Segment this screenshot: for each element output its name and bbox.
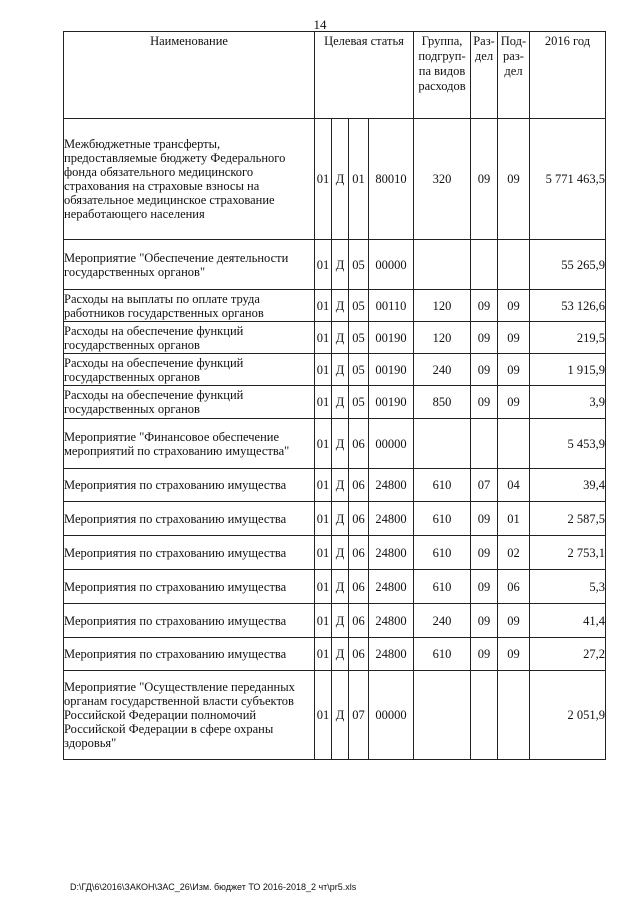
- target-code-4: 00000: [369, 419, 414, 469]
- amount-2016: 1 915,9: [530, 354, 606, 386]
- expense-group: 850: [414, 386, 471, 419]
- row-name: Расходы на обеспечение функций государственных органов: [64, 354, 315, 386]
- table-row: [64, 469, 606, 502]
- subsection-code: 06: [498, 570, 530, 604]
- table-row: [64, 536, 606, 570]
- section-code: 07: [471, 469, 498, 502]
- header-group: Группа, подгруп-па видов расходов: [414, 32, 471, 119]
- row-name: Мероприятия по страхованию имущества: [64, 638, 315, 671]
- target-code-2: Д: [332, 502, 349, 536]
- target-code-2: Д: [332, 536, 349, 570]
- row-name: Мероприятия по страхованию имущества: [64, 570, 315, 604]
- expense-group: 610: [414, 570, 471, 604]
- table-row: [64, 240, 606, 290]
- target-code-4: 24800: [369, 638, 414, 671]
- target-code-1: 01: [315, 502, 332, 536]
- table-row: [64, 419, 606, 469]
- amount-2016: 2 753,1: [530, 536, 606, 570]
- amount-2016: 27,2: [530, 638, 606, 671]
- subsection-code: 09: [498, 386, 530, 419]
- section-code: 09: [471, 354, 498, 386]
- amount-2016: 2 051,9: [530, 671, 606, 760]
- target-code-1: 01: [315, 570, 332, 604]
- table-row: [64, 570, 606, 604]
- section-code: 09: [471, 604, 498, 638]
- target-code-4: 00190: [369, 354, 414, 386]
- header-subsection: Под-раз-дел: [498, 32, 530, 119]
- target-code-3: 01: [349, 119, 369, 240]
- target-code-3: 06: [349, 638, 369, 671]
- header-section: Раз-дел: [471, 32, 498, 119]
- amount-2016: 5 771 463,5: [530, 119, 606, 240]
- section-code: 09: [471, 502, 498, 536]
- header-name: Наименование: [64, 32, 315, 119]
- target-code-3: 06: [349, 570, 369, 604]
- target-code-2: Д: [332, 570, 349, 604]
- target-code-3: 06: [349, 502, 369, 536]
- target-code-1: 01: [315, 604, 332, 638]
- target-code-1: 01: [315, 419, 332, 469]
- table-row: [64, 502, 606, 536]
- budget-table: [63, 31, 606, 760]
- target-code-1: 01: [315, 638, 332, 671]
- table-row: [64, 354, 606, 386]
- target-code-2: Д: [332, 671, 349, 760]
- target-code-3: 05: [349, 290, 369, 322]
- expense-group: 610: [414, 469, 471, 502]
- row-name: Мероприятия по страхованию имущества: [64, 469, 315, 502]
- target-code-2: Д: [332, 386, 349, 419]
- table-row: [64, 638, 606, 671]
- target-code-1: 01: [315, 536, 332, 570]
- target-code-4: 24800: [369, 536, 414, 570]
- target-code-4: 00190: [369, 322, 414, 354]
- subsection-code: 09: [498, 604, 530, 638]
- row-name: Расходы на обеспечение функций государственных органов: [64, 322, 315, 354]
- target-code-3: 07: [349, 671, 369, 760]
- target-code-3: 06: [349, 469, 369, 502]
- row-name: Мероприятия по страхованию имущества: [64, 604, 315, 638]
- target-code-4: 80010: [369, 119, 414, 240]
- amount-2016: 39,4: [530, 469, 606, 502]
- header-row: [64, 32, 606, 119]
- expense-group: 610: [414, 502, 471, 536]
- row-name: Мероприятия по страхованию имущества: [64, 536, 315, 570]
- expense-group: [414, 671, 471, 760]
- target-code-4: 24800: [369, 570, 414, 604]
- target-code-1: 01: [315, 290, 332, 322]
- expense-group: [414, 419, 471, 469]
- header-year: 2016 год: [530, 32, 606, 119]
- table-row: [64, 119, 606, 240]
- subsection-code: 09: [498, 638, 530, 671]
- row-name: Расходы на выплаты по оплате труда работников государственных органов: [64, 290, 315, 322]
- subsection-code: [498, 671, 530, 760]
- subsection-code: 02: [498, 536, 530, 570]
- row-name: Мероприятие "Осуществление переданных органам государственной власти субъектов Российской Федерации полномочий Российской Федерации в сфере охраны здоровья": [64, 671, 315, 760]
- amount-2016: 5,3: [530, 570, 606, 604]
- target-code-4: 00000: [369, 671, 414, 760]
- target-code-2: Д: [332, 119, 349, 240]
- amount-2016: 53 126,6: [530, 290, 606, 322]
- expense-group: 120: [414, 290, 471, 322]
- amount-2016: 5 453,9: [530, 419, 606, 469]
- row-name: Мероприятие "Финансовое обеспечение мероприятий по страхованию имущества": [64, 419, 315, 469]
- section-code: 09: [471, 638, 498, 671]
- target-code-2: Д: [332, 354, 349, 386]
- section-code: 09: [471, 119, 498, 240]
- header-target: Целевая статья: [315, 32, 414, 119]
- expense-group: 320: [414, 119, 471, 240]
- target-code-4: 00190: [369, 386, 414, 419]
- target-code-3: 05: [349, 354, 369, 386]
- target-code-1: 01: [315, 322, 332, 354]
- subsection-code: [498, 240, 530, 290]
- expense-group: 120: [414, 322, 471, 354]
- amount-2016: 3,9: [530, 386, 606, 419]
- section-code: 09: [471, 570, 498, 604]
- target-code-2: Д: [332, 290, 349, 322]
- target-code-2: Д: [332, 322, 349, 354]
- target-code-4: 00110: [369, 290, 414, 322]
- target-code-1: 01: [315, 240, 332, 290]
- expense-group: 240: [414, 354, 471, 386]
- section-code: 09: [471, 290, 498, 322]
- subsection-code: 09: [498, 322, 530, 354]
- expense-group: [414, 240, 471, 290]
- subsection-code: 09: [498, 290, 530, 322]
- table-row: [64, 604, 606, 638]
- target-code-1: 01: [315, 354, 332, 386]
- expense-group: 610: [414, 638, 471, 671]
- target-code-3: 05: [349, 386, 369, 419]
- expense-group: 610: [414, 536, 471, 570]
- target-code-1: 01: [315, 119, 332, 240]
- page-number: 14: [313, 17, 327, 32]
- section-code: [471, 419, 498, 469]
- target-code-2: Д: [332, 638, 349, 671]
- table-row: [64, 290, 606, 322]
- target-code-2: Д: [332, 240, 349, 290]
- row-name: Мероприятие "Обеспечение деятельности государственных органов": [64, 240, 315, 290]
- amount-2016: 41,4: [530, 604, 606, 638]
- target-code-2: Д: [332, 419, 349, 469]
- expense-group: 240: [414, 604, 471, 638]
- target-code-1: 01: [315, 671, 332, 760]
- target-code-3: 06: [349, 604, 369, 638]
- subsection-code: 09: [498, 119, 530, 240]
- section-code: 09: [471, 536, 498, 570]
- subsection-code: 01: [498, 502, 530, 536]
- subsection-code: 04: [498, 469, 530, 502]
- target-code-4: 24800: [369, 469, 414, 502]
- target-code-1: 01: [315, 386, 332, 419]
- target-code-2: Д: [332, 469, 349, 502]
- target-code-4: 00000: [369, 240, 414, 290]
- subsection-code: 09: [498, 354, 530, 386]
- target-code-1: 01: [315, 469, 332, 502]
- target-code-4: 24800: [369, 604, 414, 638]
- target-code-3: 06: [349, 536, 369, 570]
- section-code: [471, 671, 498, 760]
- target-code-3: 05: [349, 322, 369, 354]
- target-code-3: 06: [349, 419, 369, 469]
- file-path-footer: D:\ГД\6\2016\ЗАКОН\ЗАС_26\Изм. бюджет ТО 2016-2018_2 чт\pr5.xls: [70, 882, 357, 892]
- target-code-2: Д: [332, 604, 349, 638]
- table-row: [64, 671, 606, 760]
- amount-2016: 2 587,5: [530, 502, 606, 536]
- target-code-4: 24800: [369, 502, 414, 536]
- target-code-3: 05: [349, 240, 369, 290]
- amount-2016: 55 265,9: [530, 240, 606, 290]
- row-name: Межбюджетные трансферты, предоставляемые бюджету Федерального фонда обязательного медицинского страхования на страховые взносы на обязательное медицинское страхование неработающего населения: [64, 119, 315, 240]
- section-code: [471, 240, 498, 290]
- table-row: [64, 386, 606, 419]
- row-name: Мероприятия по страхованию имущества: [64, 502, 315, 536]
- amount-2016: 219,5: [530, 322, 606, 354]
- row-name: Расходы на обеспечение функций государственных органов: [64, 386, 315, 419]
- section-code: 09: [471, 322, 498, 354]
- table-row: [64, 322, 606, 354]
- subsection-code: [498, 419, 530, 469]
- section-code: 09: [471, 386, 498, 419]
